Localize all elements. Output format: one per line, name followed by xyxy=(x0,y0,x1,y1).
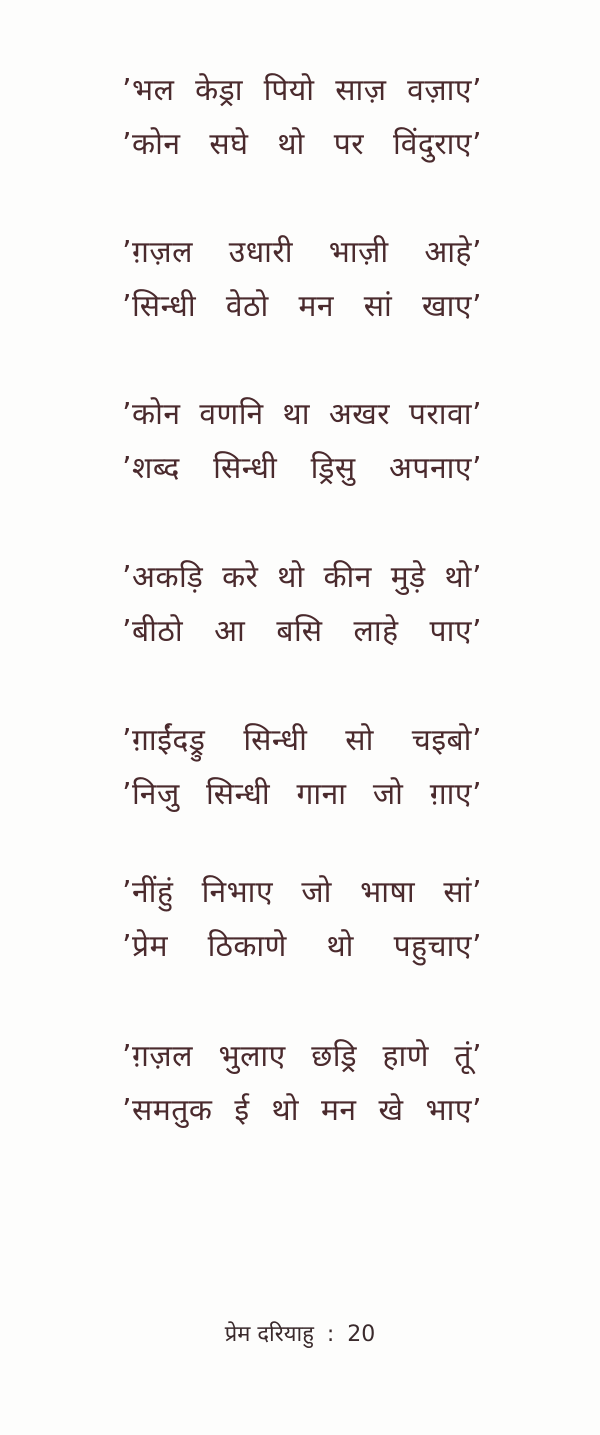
stanza-4 xyxy=(122,551,482,659)
stanza-7 xyxy=(122,1030,482,1138)
verse-line: ’शब्द सिन्धी ड्रिसु अपनाए’ xyxy=(122,451,482,486)
verse-line: ’बीठो आ बसि लाहे पाए’ xyxy=(122,614,482,649)
verse-line: ’सिन्धी वेठो मन सां खाए’ xyxy=(122,289,482,324)
page-number: 20 xyxy=(347,1322,376,1347)
stanza-6 xyxy=(122,866,482,974)
verse-line: ’भल केड्रा पियो साज़ वज़ाए’ xyxy=(122,73,482,108)
verse-line: ’समतुक ई थो मन खे भाए’ xyxy=(122,1093,482,1128)
verse-line: ’प्रेम ठिकाणे थो पहुचाए’ xyxy=(122,929,482,964)
verse-line: ’ग़ज़ल भुलाए छड्रि हाणे तूं’ xyxy=(122,1039,482,1074)
footer-separator: : xyxy=(326,1322,335,1347)
verse-line: ’ग़ाईंदड्रु सिन्धी सो चइबो’ xyxy=(122,723,482,758)
stanza-2 xyxy=(122,226,482,334)
page-footer xyxy=(0,1318,600,1352)
stanza-1 xyxy=(122,64,482,172)
verse-line: ’निजु सिन्धी गाना जो ग़ाए’ xyxy=(122,777,482,812)
stanza-5 xyxy=(122,714,482,822)
verse-line: ’अकड़ि करे थो कीन मुड़े थो’ xyxy=(122,560,482,595)
stanza-3 xyxy=(122,388,482,496)
book-title: प्रेम दरियाहु xyxy=(224,1322,314,1347)
verse-line: ’कोन वणनि था अखर परावा’ xyxy=(122,397,482,432)
verse-line: ’नींहुं निभाए जो भाषा सां’ xyxy=(122,875,482,910)
verse-line: ’ग़ज़ल उधारी भाज़ी आहे’ xyxy=(122,235,482,270)
verse-line: ’कोन सघे थो पर विंदुराए’ xyxy=(122,127,482,162)
